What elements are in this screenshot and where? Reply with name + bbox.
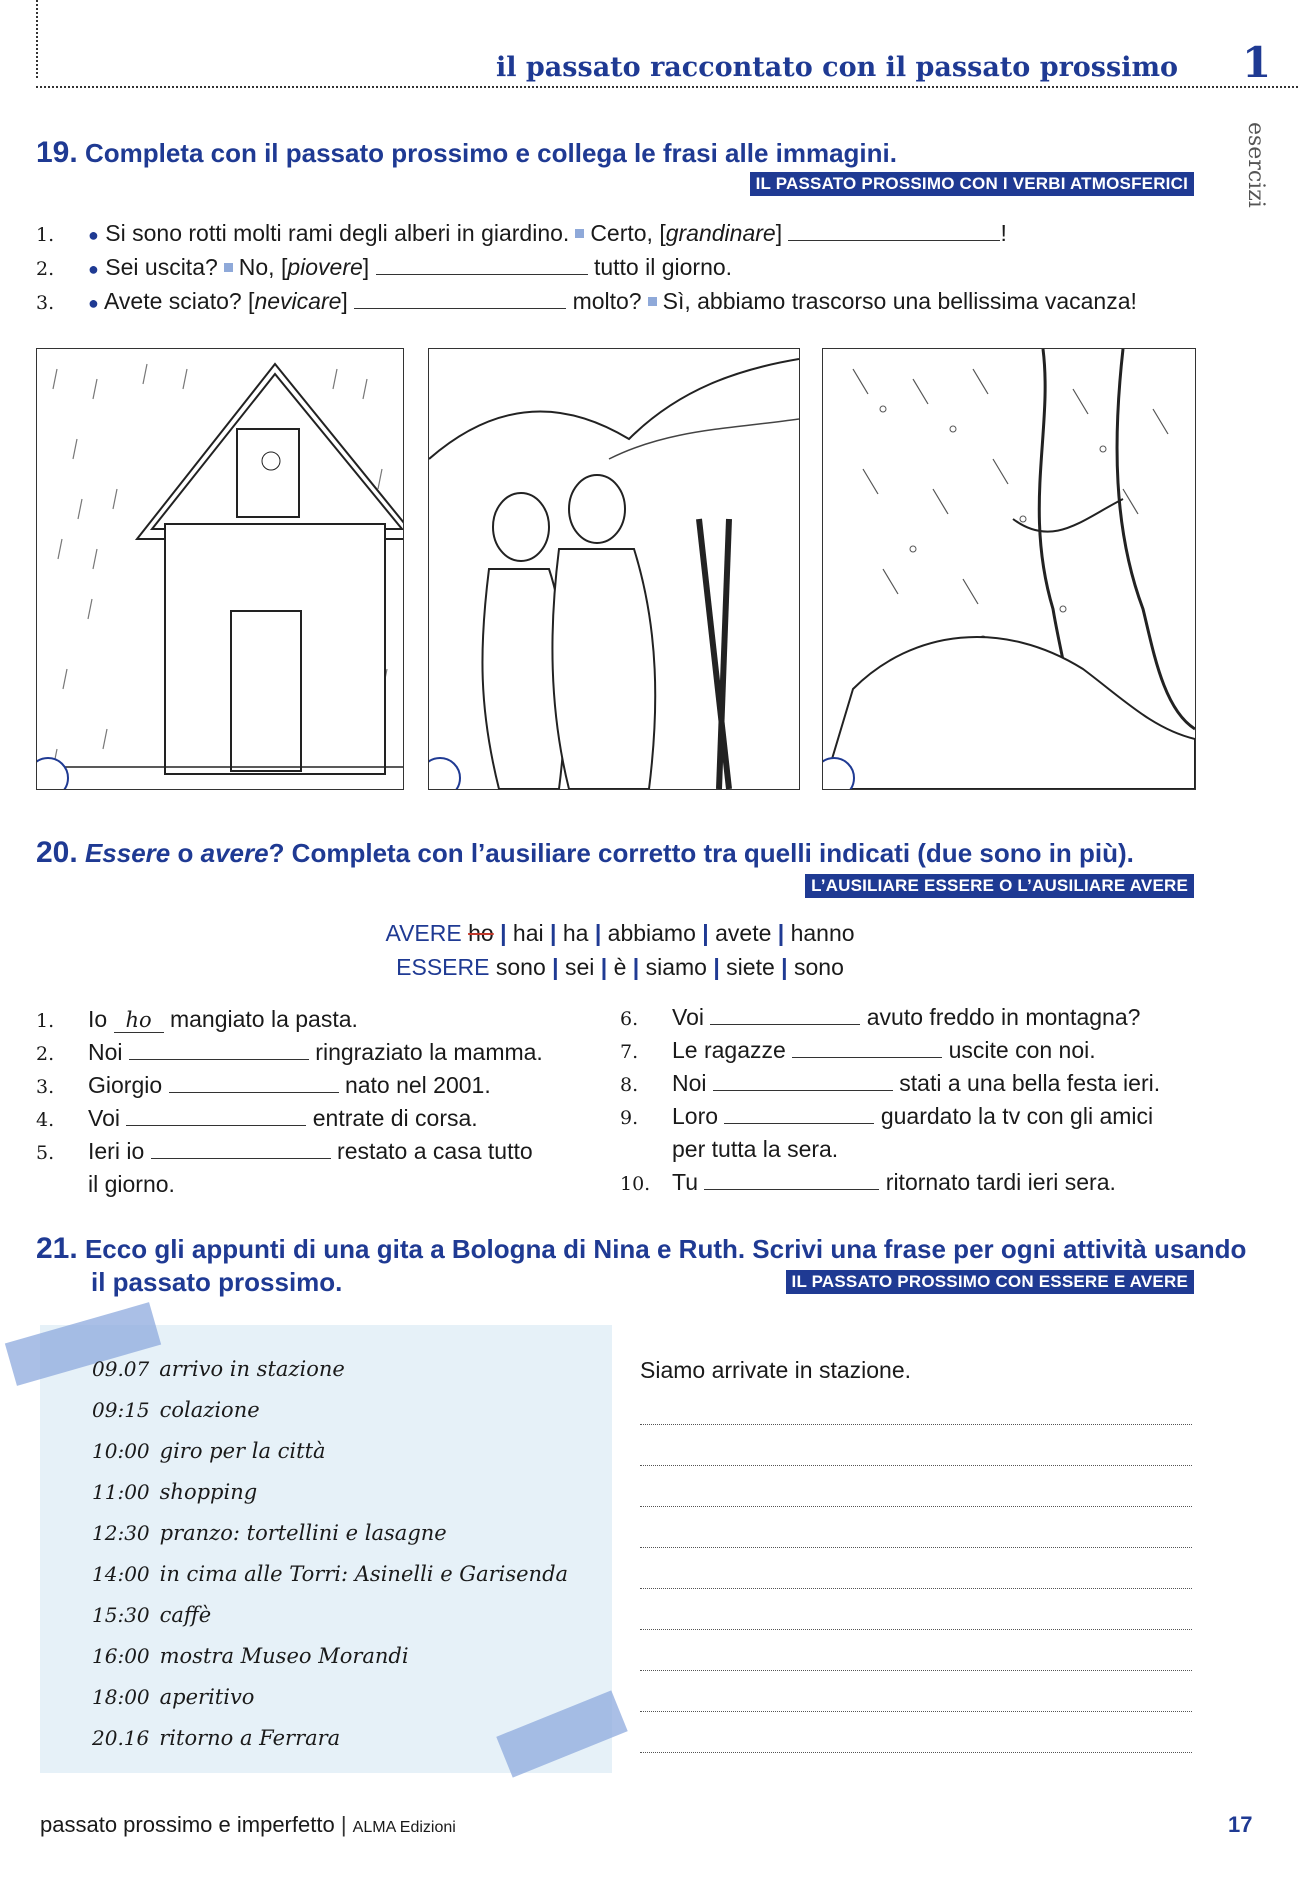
item-number: 1. — [36, 1010, 55, 1032]
sentence-text: Ieri io — [88, 1138, 145, 1164]
example-answer: Siamo arrivate in stazione. — [640, 1357, 912, 1383]
verb-form: è — [613, 954, 627, 980]
item-number: 10. — [620, 1173, 651, 1195]
verb-hint: nevicare — [254, 288, 342, 314]
answer-line-3[interactable] — [640, 1465, 1192, 1466]
avere-label: AVERE — [385, 920, 462, 946]
essere-label: ESSERE — [396, 954, 490, 980]
hail-tree-image — [822, 348, 1196, 790]
note-activity: shopping — [159, 1480, 258, 1504]
item-number: 5. — [36, 1142, 55, 1164]
title-part: Essere — [84, 838, 171, 868]
sentence-text: entrate di corsa. — [312, 1105, 478, 1131]
ex20-item-8 — [620, 1070, 1160, 1097]
answer-blank[interactable] — [710, 1004, 860, 1025]
note-time: 12:30 — [92, 1521, 150, 1545]
square-bullet-icon — [575, 229, 584, 238]
ex21-number: 21. — [36, 1232, 78, 1265]
sentence-text: Voi — [88, 1105, 120, 1131]
title-part: Ecco gli appunti di una gita a Bologna di Nina e Ruth. Scrivi una frase per ogni attività usando — [84, 1234, 1247, 1264]
chapter-title: il passato raccontato con il passato prossimo — [496, 52, 1179, 83]
answer-line-6[interactable] — [640, 1588, 1192, 1589]
sentence-text: Certo, — [590, 220, 653, 246]
item-number: 4. — [36, 1109, 55, 1131]
answer-blank[interactable] — [788, 220, 1000, 241]
note-time: 09.07 — [92, 1357, 150, 1381]
note-time: 20.16 — [92, 1726, 150, 1750]
note-activity: in cima alle Torri: Asinelli e Garisenda — [159, 1562, 569, 1586]
note-activity: caffè — [159, 1603, 212, 1627]
hail-tree-drawing — [823, 349, 1195, 789]
verb-form: hai — [512, 920, 544, 946]
note-time: 15:30 — [92, 1603, 150, 1627]
sentence-text: Sei uscita? — [105, 254, 218, 280]
verb-form: ha — [562, 920, 589, 946]
item-number: 6. — [620, 1008, 639, 1030]
answer-blank[interactable] — [376, 254, 588, 275]
note-7 — [92, 1603, 211, 1628]
sentence-text: No, — [238, 254, 275, 280]
sentence-text: ringraziato la mamma. — [315, 1039, 543, 1065]
verb-hint: piovere — [287, 254, 363, 280]
ex20-item-5-cont: il giorno. — [88, 1171, 175, 1197]
sentence-text: ritornato tardi ieri sera. — [885, 1169, 1116, 1195]
footer-book-title: passato prossimo e imperfetto | ALMA Edizioni — [40, 1812, 456, 1837]
note-time: 11:00 — [92, 1480, 150, 1504]
answer-line-4[interactable] — [640, 1506, 1192, 1507]
ex20-tag: L’AUSILIARE ESSERE O L’AUSILIARE AVERE — [805, 874, 1194, 898]
verb-form: sei — [564, 954, 595, 980]
couple-skiing-drawing — [429, 349, 799, 789]
sentence-text: tutto il giorno. — [593, 254, 733, 280]
verb-form: hanno — [790, 920, 855, 946]
answer-line-10[interactable] — [640, 1752, 1192, 1753]
answer-line-7[interactable] — [640, 1629, 1192, 1630]
sentence-text: guardato la tv con gli amici — [880, 1103, 1154, 1129]
sentence-text: Sì, abbiamo trascorso una bellissima vacanza! — [662, 288, 1137, 314]
ex20-item-3 — [36, 1072, 491, 1099]
item-number: 3. — [36, 292, 55, 314]
ex21-title-line2: il passato prossimo. — [91, 1267, 343, 1297]
note-activity: ritorno a Ferrara — [159, 1726, 341, 1750]
ex20-number: 20. — [36, 836, 78, 869]
ex20-item-9 — [620, 1103, 1153, 1130]
bullet-icon: ● — [88, 293, 99, 313]
ex19-tag: IL PASSATO PROSSIMO CON I VERBI ATMOSFERICI — [750, 172, 1194, 196]
header-bottom-rule — [36, 86, 1298, 88]
title-part: ? Completa con l’ausiliare corretto tra quelli indicati (due sono in più). — [268, 838, 1134, 868]
ex21-tag: IL PASSATO PROSSIMO CON ESSERE E AVERE — [786, 1270, 1194, 1294]
page-number: 17 — [1228, 1812, 1253, 1837]
ex20-item-7 — [620, 1037, 1096, 1064]
note-activity: giro per la città — [159, 1439, 326, 1463]
essere-list: ESSERE sono | sei | è | siamo | siete | sono — [396, 954, 844, 980]
item-number: 3. — [36, 1076, 55, 1098]
ex20-item-2 — [36, 1039, 543, 1066]
answer-line-2[interactable] — [640, 1424, 1192, 1425]
ex19-title — [36, 136, 897, 170]
sentence-text: nato nel 2001. — [344, 1072, 491, 1098]
ex20-item-5 — [36, 1138, 533, 1165]
publisher: ALMA Edizioni — [352, 1819, 456, 1836]
answer-blank[interactable] — [354, 288, 566, 309]
sentence-text: Io — [88, 1006, 108, 1032]
sentence-text: ! — [1000, 220, 1007, 246]
note-activity: colazione — [159, 1398, 260, 1422]
ex19-number: 19. — [36, 136, 78, 169]
note-4 — [92, 1480, 257, 1505]
sentence-text: mangiato la pasta. — [169, 1006, 358, 1032]
answer-blank[interactable] — [129, 1039, 309, 1060]
sentence-text: Giorgio — [88, 1072, 163, 1098]
note-1 — [92, 1357, 345, 1382]
note-time: 14:00 — [92, 1562, 150, 1586]
note-activity: aperitivo — [159, 1685, 255, 1709]
verb-form: siamo — [645, 954, 707, 980]
title-part: o — [170, 838, 201, 868]
note-activity: mostra Museo Morandi — [159, 1644, 409, 1668]
note-6 — [92, 1562, 568, 1587]
answer-blank[interactable] — [151, 1138, 331, 1159]
book-title: passato prossimo e imperfetto — [40, 1812, 335, 1837]
note-5 — [92, 1521, 447, 1546]
item-number: 8. — [620, 1074, 639, 1096]
avere-list: AVERE ho | hai | ha | abbiamo | avete | hanno — [385, 920, 855, 946]
item-number: 2. — [36, 1043, 55, 1065]
bullet-icon: ● — [88, 225, 99, 245]
answer-blank[interactable] — [126, 1105, 306, 1126]
answer-blank[interactable] — [724, 1103, 874, 1124]
ex19-item-1: 1. ● Si sono rotti molti rami degli alberi in giardino. Certo, [grandinare] ! — [36, 220, 1007, 246]
note-2 — [92, 1398, 260, 1423]
ex20-item-9-cont: per tutta la sera. — [672, 1136, 839, 1162]
bullet-icon: ● — [88, 259, 99, 279]
sentence-text: uscite con noi. — [948, 1037, 1096, 1063]
side-label: esercizi — [1243, 122, 1268, 208]
sentence-text: avuto freddo in montagna? — [866, 1004, 1141, 1030]
answer-blank[interactable] — [704, 1169, 879, 1190]
note-time: 16:00 — [92, 1644, 150, 1668]
chapter-number: 1 — [1242, 38, 1272, 87]
answer-blank[interactable] — [169, 1072, 339, 1093]
house-rain-drawing — [37, 349, 403, 789]
sentence-text: stati a una bella festa ieri. — [899, 1070, 1161, 1096]
sentence-text: Noi — [88, 1039, 123, 1065]
sentence-text: Le ragazze — [672, 1037, 786, 1063]
square-bullet-icon — [648, 297, 657, 306]
note-9 — [92, 1685, 254, 1710]
item-number: 7. — [620, 1041, 639, 1063]
note-activity: pranzo: tortellini e lasagne — [159, 1521, 447, 1545]
ex21-title — [36, 1232, 1246, 1266]
ex19-title-text: Completa con il passato prossimo e collega le frasi alle immagini. — [84, 138, 897, 168]
sentence-text: Avete sciato? — [104, 288, 242, 314]
ex20-item-4 — [36, 1105, 478, 1132]
filled-answer: ho — [114, 1008, 164, 1033]
ex20-item-10 — [620, 1169, 1116, 1196]
verb-hint: grandinare — [665, 220, 776, 246]
sentence-text: Noi — [672, 1070, 707, 1096]
note-time: 09:15 — [92, 1398, 150, 1422]
square-bullet-icon — [224, 263, 233, 272]
struck-form: ho — [468, 920, 494, 946]
sentence-text: Tu — [672, 1169, 698, 1195]
verb-form: siete — [726, 954, 775, 980]
ex19-item-2: 2. ● Sei uscita? No, [piovere] tutto il giorno. — [36, 254, 733, 280]
header-left-rule — [36, 0, 38, 78]
sentence-text: molto? — [572, 288, 642, 314]
couple-skiing-image — [428, 348, 800, 790]
sentence-text: Si sono rotti molti rami degli alberi in giardino. — [105, 220, 570, 246]
sentence-text: Loro — [672, 1103, 719, 1129]
verb-form: sono — [495, 954, 546, 980]
answer-line-9[interactable] — [640, 1711, 1192, 1712]
item-number: 2. — [36, 258, 55, 280]
ex19-item-3: 3. ● Avete sciato? [nevicare] molto? Sì, abbiamo trascorso una bellissima vacanza! — [36, 288, 1137, 314]
answer-line-5[interactable] — [640, 1547, 1192, 1548]
note-time: 10:00 — [92, 1439, 150, 1463]
house-rain-image — [36, 348, 404, 790]
title-part: avere — [200, 838, 269, 868]
verb-form: abbiamo — [607, 920, 696, 946]
note-3 — [92, 1439, 326, 1464]
note-8 — [92, 1644, 409, 1669]
sentence-text: Voi — [672, 1004, 704, 1030]
ex20-title — [36, 836, 1134, 870]
answer-line-8[interactable] — [640, 1670, 1192, 1671]
item-number: 9. — [620, 1107, 639, 1129]
item-number: 1. — [36, 224, 55, 246]
ex20-item-6 — [620, 1004, 1140, 1031]
sentence-text: restato a casa tutto — [337, 1138, 533, 1164]
ex20-item-1 — [36, 1006, 358, 1033]
verb-form: sono — [793, 954, 844, 980]
note-10 — [92, 1726, 340, 1751]
note-activity: arrivo in stazione — [159, 1357, 345, 1381]
answer-blank[interactable] — [792, 1037, 942, 1058]
note-time: 18:00 — [92, 1685, 150, 1709]
answer-blank[interactable] — [713, 1070, 893, 1091]
verb-form: avete — [715, 920, 772, 946]
